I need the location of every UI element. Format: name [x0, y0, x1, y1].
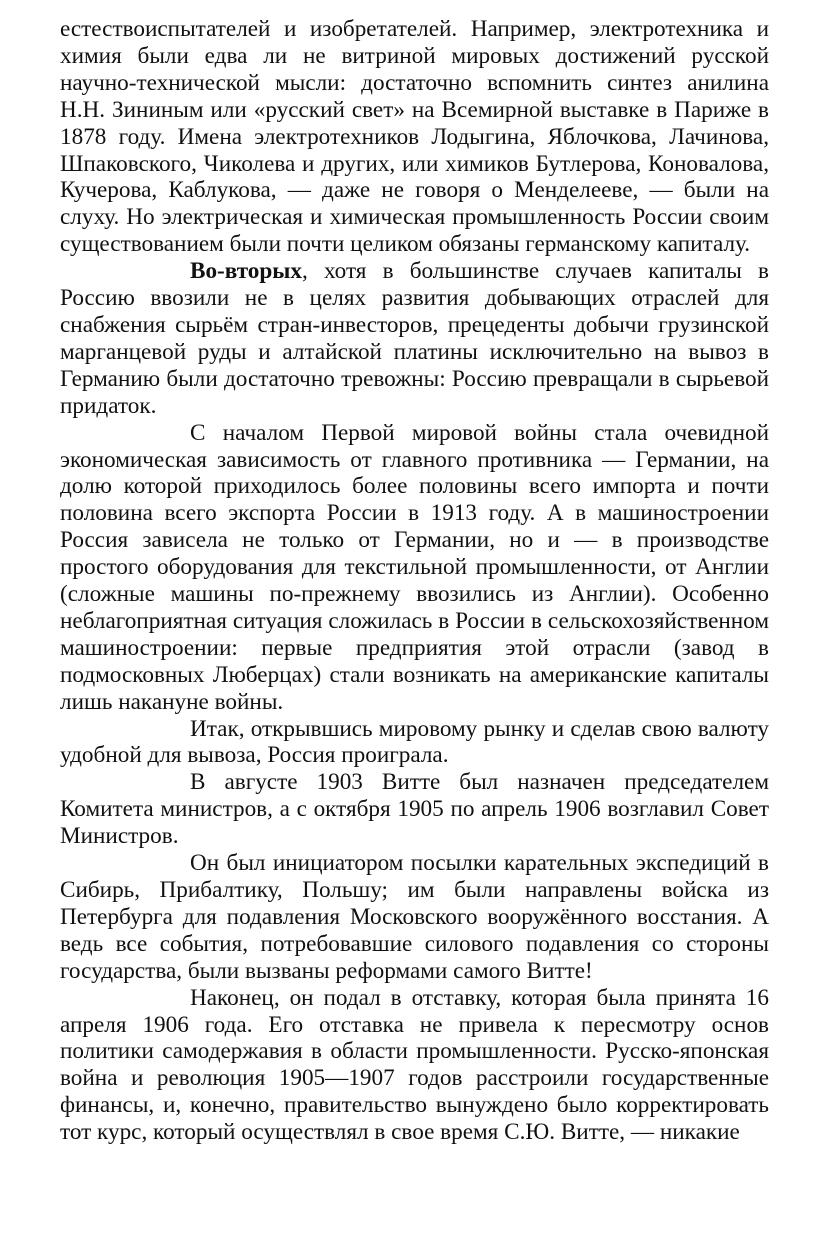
paragraph-2-text: , хотя в большинстве случаев капиталы в Россию ввозили не в целях развития добывающих отраслей для снабжения сырьём стран-инвесторов, прецеденты добычи грузинской марганцевой руды и алтайской платины исключительно на вывоз в Германию были достаточно тревожны: Россию превращали в сырьевой придаток. — [60, 258, 769, 419]
paragraph-1 — [60, 16, 769, 258]
paragraph-6 — [60, 850, 769, 985]
paragraph-2-lead-bold: Во-вторых — [190, 258, 302, 285]
paragraph-4 — [60, 716, 769, 770]
paragraph-5 — [60, 769, 769, 850]
paragraph-6-text: Он был инициатором посылки карательных экспедиций в Сибирь, Прибалтику, Польшу; им были направлены войска из Петербурга для подавления Московского вооружённого восстания. А ведь все события, потребовавшие силового подавления со стороны государства, были вызваны реформами самого Витте! — [60, 850, 769, 984]
paragraph-2 — [60, 258, 769, 419]
paragraph-4-text: Итак, открывшись мировому рынку и сделав свою валюту удобной для вывоза, Россия проиграла. — [60, 715, 769, 769]
paragraph-5-text: В августе 1903 Витте был назначен председателем Комитета министров, а с октября 1905 по апрель 1906 возглавил Совет Министров. — [60, 769, 769, 850]
document-page — [60, 16, 769, 1146]
paragraph-1-text: естествоиспытателей и изобретателей. Например, электротехника и химия были едва ли не витриной мировых достижений русской научно-технической мысли: достаточно вспомнить синтез анилина Н.Н. Зининым или «русский свет» на Всемирной выставке в Париже в 1878 году. Имена электротехников Лодыгина, Яблочкова, Лачинова, Шпаковского, Чиколева и других, или химиков Бутлерова, Коновалова, Кучерова, Каблукова, — даже не говоря о Менделееве, — были на слуху. Но электрическая и химическая промышленность России своим существованием были почти целиком обязаны германскому капиталу. — [60, 16, 769, 258]
paragraph-7-text: Наконец, он подал в отставку, которая была принята 16 апреля 1906 года. Его отставка не привела к пересмотру основ политики самодержавия в области промышленности. Русско-японская война и революция 1905—1907 годов расстроили государственные финансы, и, конечно, правительство вынуждено было корректировать тот курс, который осуществлял в свое время С.Ю. Витте, — никакие — [60, 984, 769, 1146]
paragraph-7 — [60, 985, 769, 1146]
paragraph-3-text: С началом Первой мировой войны стала очевидной экономическая зависимость от главного противника — Германии, на долю которой приходилось более половины всего импорта и почти половина всего экспорта России в 1913 году. А в машиностроении Россия зависела не только от Германии, но и — в производстве простого оборудования для текстильной промышленности, от Англии (сложные машины по-прежнему ввозились из Англии). Особенно неблагоприятная ситуация сложилась в России в сельскохозяйственном машиностроении: первые предприятия этой отрасли (завод в подмосковных Люберцах) стали возникать на американские капиталы лишь накануне войны. — [60, 419, 769, 715]
paragraph-3 — [60, 420, 769, 716]
